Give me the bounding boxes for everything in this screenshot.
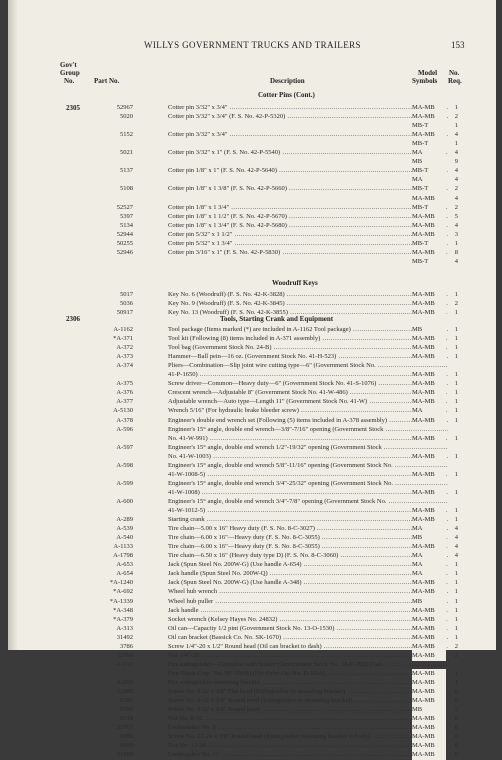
part-description: Cotter pin 1/8" x 1 3/4" ..... — [168, 203, 448, 213]
col-header-description: Description — [270, 77, 305, 85]
part-description: Jack (Spun Steel No. 200W-G) (Use handle A-348) ..... — [168, 578, 448, 588]
quantity-required: 1 — [454, 344, 458, 352]
part-description: 41-W-1012-5) ..... — [168, 506, 448, 516]
quantity-required: 2 — [454, 706, 458, 714]
quantity-required: 1 — [454, 104, 458, 111]
part-number: 31492 — [116, 633, 133, 641]
model-symbols: MA-MB — [412, 352, 446, 362]
part-description: Tool kit (Following (8) items included in A-371 assembly) ..... — [168, 334, 448, 344]
part-description: No. 41-W-991) ..... — [168, 434, 448, 444]
part-description: Oil can bracket (Bassick Co. No. SK-1670) ..... — [168, 633, 448, 643]
quantity-required: 1 — [454, 398, 458, 406]
part-description: Lockwasher No. 8 ..... — [168, 723, 448, 733]
part-description: Starting crank ..... — [168, 515, 448, 525]
part-description: Fire extinguisher mounting bracket ..... — [168, 678, 448, 688]
part-number: 52527 — [116, 203, 133, 211]
model-symbols: MB-T — [412, 239, 446, 249]
part-number: A-539 — [116, 525, 133, 533]
col-header-group-2: Group — [60, 69, 80, 77]
part-number: *A-1339 — [109, 597, 133, 605]
part-number: 5017 — [120, 291, 133, 298]
part-description: Screw 1/4"-20 x 1/2" Round head (Oil can bracket to dash) ..... — [168, 642, 448, 652]
part-number: A-599 — [116, 479, 133, 487]
model-symbols: MA-MB — [412, 732, 446, 742]
part-description: Cotter pin 1/8" x 1 1/2" (F. S. No. 42-P-5670) ..... — [168, 212, 448, 222]
model-symbols: MA-MB — [412, 624, 446, 634]
part-number: *A-692 — [113, 588, 133, 596]
model-symbols: MA-MB — [412, 714, 446, 724]
part-number: A-372 — [116, 344, 133, 352]
part-description: Wheel hub puller ..... — [168, 597, 448, 607]
part-description: Hammer—Ball pein—16 oz. (Government Stock No. 41-H-523) ..... — [168, 352, 448, 362]
model-symbols: MB — [412, 533, 446, 543]
part-description: Wheel hub wrench ..... — [168, 587, 448, 597]
model-symbols: MA-MB — [412, 741, 446, 751]
part-description: Crescent wrench—Adjustable 8" (Government Stock No. 41-W-486) ..... — [168, 388, 448, 398]
part-number: 52705 — [116, 724, 133, 732]
quantity-required: 3 — [454, 230, 458, 238]
quantity-required: 1 — [454, 309, 458, 317]
section-tools: Tools, Starting Crank and Equipment — [220, 315, 334, 323]
part-description: Socket wrench (Kelsey Hayes No. 24832) ..... — [168, 615, 448, 625]
quantity-required: 1 — [454, 470, 458, 478]
part-number: 5780 — [120, 706, 133, 714]
quantity-required: 1 — [454, 416, 458, 424]
part-number: A-373 — [116, 353, 133, 361]
quantity-required: 6 — [454, 688, 458, 695]
part-description: Tool package (Items marked (*) are included in A-1162 Tool package) ..... — [168, 325, 448, 335]
part-description: Key No. 6 (Woodruff) (F. S. No. 42-K-3828) ..... — [168, 290, 448, 300]
running-header: WILLYS GOVERNMENT TRUCKS AND TRAILERS — [144, 40, 361, 50]
model-symbols: MA-MB — [412, 687, 446, 697]
col-header-part-no: Part No. — [94, 77, 120, 85]
part-description: Nut No. 12-24 ..... — [168, 741, 448, 751]
model-symbols: MB — [412, 325, 446, 335]
part-number: *A-348 — [113, 606, 133, 614]
model-symbols: MB-T — [412, 121, 446, 131]
quantity-required: 4 — [454, 543, 458, 551]
part-number: A-289 — [116, 516, 133, 524]
col-header-group-1: Gov't — [60, 61, 77, 69]
part-description: Engineer's 15° angle, double end wrench 3/4"-25/32" opening (Government Stock No. ..... — [168, 479, 448, 489]
part-description: Jack (Spun Steel No. 200W-G) (Use handle A-654) ..... — [168, 560, 448, 570]
part-description: Cotter pin 3/32" x 3/4" ..... — [168, 130, 448, 140]
model-symbols: MA — [412, 560, 446, 570]
quantity-required: 2 — [454, 300, 458, 308]
model-symbols: MA-MB — [412, 669, 446, 679]
quantity-required: 4 — [454, 176, 458, 184]
part-description: Jack handle (Spun Steel No. 200W-Q) ..... — [168, 569, 448, 579]
model-symbols: MB-T — [412, 139, 446, 149]
part-description: Screw No. 8-32 x 3/4" Round head (Extinguisher to mounting bracket) ..... — [168, 696, 448, 706]
part-description: Engineer's 15° angle, double end wrench 3/4"-7/8" opening (Government Stock No. ..... — [168, 497, 448, 507]
part-number: A-5130 — [113, 407, 133, 415]
part-number: A-1133 — [113, 543, 133, 551]
part-number: 52700 — [116, 651, 133, 659]
model-symbols: MB — [412, 597, 446, 607]
part-number: 5134 — [120, 221, 133, 229]
part-number: A-597 — [116, 443, 133, 451]
quantity-required: 1 — [454, 122, 458, 130]
model-symbols: MA — [412, 148, 446, 158]
part-description: Tool bag (Government Stock No. 24-B) ..... — [168, 343, 448, 353]
part-description: Cotter pin 5/32" x 1 1/2" ..... — [168, 230, 448, 240]
col-header-model-2: Symbols — [412, 77, 438, 85]
model-symbols: MA — [412, 406, 446, 416]
part-description: Adjustable wrench—Auto type—Length 11" (Government Stock No. 41-W) ..... — [168, 397, 448, 407]
part-description: 41-W-1008) ..... — [168, 488, 448, 498]
part-description: Cotter pin 3/32" x 1" (F. S. No. 42-P-5540) ..... — [168, 148, 448, 158]
part-description: Tire chain—6.00 x 16"—Heavy duty (F. S. No. 8-C-3055) ..... — [168, 533, 448, 543]
part-description: Screw No. 12-24 x 3/8" Round head (Extinguisher mounting bracket to body) ..... — [168, 732, 448, 742]
model-symbols: MA — [412, 524, 446, 534]
part-number: A-654 — [116, 570, 133, 578]
quantity-required: 8 — [454, 248, 458, 256]
part-description: Engineer's 15° angle, double end wrench 5/8"-11/16" opening (Government Stock No. ..... — [168, 461, 448, 471]
quantity-required: 1 — [454, 434, 458, 442]
quantity-required: 1 — [454, 561, 458, 569]
part-number: 6989 — [120, 742, 133, 750]
model-symbols: MA-MB — [412, 506, 446, 516]
quantity-required: 1 — [454, 407, 458, 415]
model-symbols: MA-MB — [412, 388, 446, 398]
col-header-req-1: No. — [449, 69, 460, 77]
part-description: Nut No. 8-32 ..... — [168, 714, 448, 724]
quantity-required: 4 — [454, 194, 458, 202]
model-symbols: MA-MB — [412, 642, 446, 652]
model-symbols: MA-MB — [412, 103, 446, 113]
part-number: 52944 — [116, 230, 133, 238]
col-header-model-1: Model — [418, 69, 438, 77]
section-cotter-pins: Cotter Pins (Cont.) — [258, 91, 315, 99]
part-number: 5152 — [120, 131, 133, 139]
part-number: 51909 — [116, 751, 133, 759]
part-description: Key No. 9 (Woodruff) (F. S. No. 42-K-3845) ..... — [168, 299, 448, 309]
quantity-required: 4 — [454, 257, 458, 265]
model-symbols: MA-MB — [412, 130, 446, 140]
model-symbols: MA-MB — [412, 221, 446, 231]
quantity-required: 1 — [454, 624, 458, 632]
section-woodruff-keys: Woodruff Keys — [272, 279, 318, 287]
part-number: A-653 — [116, 561, 133, 569]
model-symbols: MA-MB — [412, 750, 446, 760]
model-symbols: MB-T — [412, 184, 446, 194]
part-description: Cotter pin 1/8" x 1 3/8" (F. S. No. 42-P-5660) ..... — [168, 184, 448, 194]
part-number: *A-371 — [113, 335, 133, 343]
part-number: A-596 — [116, 425, 133, 433]
quantity-required: 2 — [454, 185, 458, 193]
part-number: *A-1240 — [109, 579, 133, 587]
part-number: 6886 — [120, 733, 133, 741]
model-symbols: MA — [412, 175, 446, 185]
model-symbols: MA-MB — [412, 212, 446, 222]
model-symbols: MA — [412, 569, 446, 579]
part-description: Oil can—Capacity 1/2 pint (Government Stock No. 13-O-1530) ..... — [168, 624, 448, 634]
part-number: A-377 — [116, 398, 133, 406]
table-row — [8, 750, 496, 760]
model-symbols: MA-MB — [412, 299, 446, 309]
part-number: 3786 — [120, 642, 133, 650]
model-symbols: MA-MB — [412, 290, 446, 300]
quantity-required: 5 — [454, 212, 458, 220]
model-symbols: MA-MB — [412, 633, 446, 643]
model-symbols: MA — [412, 551, 446, 561]
part-description: Cotter pin 5/32" x 1 3/4" ..... — [168, 239, 448, 249]
part-number: *A-379 — [113, 615, 133, 623]
quantity-required: 1 — [454, 588, 458, 596]
model-symbols: MA-MB — [412, 470, 446, 480]
quantity-required: 1 — [454, 678, 458, 686]
quantity-required: 6 — [454, 751, 458, 759]
quantity-required: 1 — [454, 371, 458, 379]
quantity-required: 1 — [454, 353, 458, 361]
model-symbols: MA-MB — [412, 194, 446, 204]
part-number: 6214 — [120, 715, 133, 723]
page-number: 153 — [451, 40, 465, 50]
part-description: Screw No. 8-32 x 3/4" Round head ..... — [168, 705, 448, 715]
part-number: 5108 — [120, 185, 133, 193]
part-description: 41-W-1008-5) ..... — [168, 470, 448, 480]
part-number: 52489 — [116, 688, 133, 695]
quantity-required: 2 — [454, 642, 458, 650]
part-number: A-1162 — [113, 326, 133, 333]
model-symbols: MA-MB — [412, 334, 446, 344]
quantity-required: 1 — [454, 239, 458, 247]
part-number: 52967 — [116, 104, 133, 111]
part-number: 5020 — [120, 113, 133, 121]
model-symbols: MA-MB — [412, 696, 446, 706]
part-number: A-374 — [116, 362, 133, 370]
model-symbols: MA-MB — [412, 308, 446, 318]
part-number: 5137 — [120, 167, 133, 175]
model-symbols: MA-MB — [412, 416, 446, 426]
model-symbols: MA-MB — [412, 651, 446, 661]
part-description: Tire chain—6.50 x 16" (Heavy duty type D) (F. S. No. 8-C-3060) ..... — [168, 551, 448, 561]
model-symbols: MA-MB — [412, 488, 446, 498]
model-symbols: MA-MB — [412, 397, 446, 407]
quantity-required: 1 — [454, 326, 458, 333]
model-symbols: MA-MB — [412, 434, 446, 444]
quantity-required: 1 — [454, 291, 458, 298]
model-symbols: MB-T — [412, 257, 446, 267]
part-number: 5036 — [120, 300, 133, 308]
model-symbols: MA-MB — [412, 370, 446, 380]
part-number: A-376 — [116, 389, 133, 397]
quantity-required: 1 — [454, 570, 458, 578]
model-symbols: MA-MB — [412, 515, 446, 525]
part-description: Jack handle ..... — [168, 606, 448, 616]
table-row — [8, 308, 496, 318]
part-description: Nut 1/4"-20 ..... — [168, 651, 448, 661]
quantity-required: 1 — [454, 335, 458, 343]
part-description: Key No. 13 (Woodruff) (F. S. No. 42-K-3855) ..... — [168, 308, 448, 318]
part-number: 50917 — [116, 309, 133, 317]
model-symbols: MB — [412, 705, 446, 715]
part-description: Screw driver—Common—Heavy duty—6" (Government Stock No. 41-S-1076) ..... — [168, 379, 448, 389]
quantity-required: 4 — [454, 534, 458, 542]
model-symbols: MA-MB — [412, 615, 446, 625]
part-number: A-616 — [116, 660, 133, 668]
part-number: A-378 — [116, 416, 133, 424]
quantity-required: 2 — [454, 113, 458, 121]
quantity-required: 2 — [454, 203, 458, 211]
part-description: No. 41-W-1003) ..... — [168, 452, 448, 462]
part-description: Pliers—Combination—Slip joint wire cutting type—6" (Government Stock No. ..... — [168, 361, 448, 371]
part-description: Lockwasher No. 12 ..... — [168, 750, 448, 760]
model-symbols: MA-MB — [412, 452, 446, 462]
quantity-required: 4 — [454, 149, 458, 157]
col-header-group-3: No. — [64, 77, 75, 85]
quantity-required: 1 — [454, 633, 458, 641]
part-number: A-1798 — [113, 552, 133, 560]
part-number: A-693 — [116, 678, 133, 686]
model-symbols: MA-MB — [412, 112, 446, 122]
part-number: A-540 — [116, 534, 133, 542]
part-description: Cotter pin 1/8" x 1 3/4" (F. S. No. 42-P-5680) ..... — [168, 221, 448, 231]
quantity-required: 1 — [454, 389, 458, 397]
quantity-required: 1 — [454, 669, 458, 677]
part-description: Fire-Track Corp. No. BF-100B) (Fyr-Fyter Co. No. D-10-A) ..... — [168, 669, 448, 679]
model-symbols: MA-MB — [412, 606, 446, 616]
quantity-required: 4 — [454, 131, 458, 139]
model-symbols: MA-MB — [412, 723, 446, 733]
quantity-required: 1 — [454, 488, 458, 496]
part-description: Cotter pin 3/16" x 1" (F. S. No. 42-P-5830) ..... — [168, 248, 448, 258]
model-symbols: MA-MB — [412, 542, 446, 552]
model-symbols: MB — [412, 157, 446, 167]
model-symbols: MA-MB — [412, 678, 446, 688]
part-description: Tire chain—6.00 x 16"—Heavy duty (F. S. No. 8-C-3055) ..... — [168, 542, 448, 552]
part-description: Cotter pin 1/8" x 1" (F. S. No. 42-P-5640) ..... — [168, 166, 448, 176]
quantity-required: 1 — [454, 579, 458, 587]
model-symbols: MA-MB — [412, 578, 446, 588]
group-number-2306: 2306 — [66, 315, 80, 323]
model-symbols: MA-MB — [412, 343, 446, 353]
quantity-required: 6 — [454, 733, 458, 741]
part-description: Fire extinguisher—Complete with holder (Government Stock No. 58-E-202) (Gen. ..... — [168, 660, 448, 670]
part-number: 6287 — [120, 697, 133, 705]
quantity-required: 4 — [454, 525, 458, 533]
part-number: A-375 — [116, 380, 133, 388]
quantity-required: 2 — [454, 651, 458, 659]
quantity-required: 4 — [454, 552, 458, 560]
part-number: 5397 — [120, 212, 133, 220]
part-description: Wrench 5/16" (For hydraulic brake bleeder screw) ..... — [168, 406, 448, 416]
quantity-required: 6 — [454, 697, 458, 705]
model-symbols: MB-T — [412, 203, 446, 213]
quantity-required: 1 — [454, 452, 458, 460]
model-symbols: MB-T — [412, 166, 446, 176]
part-description: Tire chain—5.00 x 16" Heavy duty (F. S. No. 8-C-3027) ..... — [168, 524, 448, 534]
quantity-required: 4 — [454, 221, 458, 229]
group-number-2305: 2305 — [66, 104, 80, 112]
quantity-required: 4 — [454, 167, 458, 175]
quantity-required: 6 — [454, 724, 458, 732]
catalog-page — [8, 0, 496, 759]
part-number: A-313 — [116, 624, 133, 632]
part-description: Engineer's 15° angle, double end wrench—3/8"-7/16" opening (Government Stock ..... — [168, 425, 448, 435]
quantity-required: 6 — [454, 742, 458, 750]
part-number: 5021 — [120, 149, 133, 157]
part-description: Engineer's 15° angle, double end wrench 1/2"-19/32" opening (Government Stock ..... — [168, 443, 448, 453]
quantity-required: 1 — [454, 606, 458, 614]
model-symbols: MA-MB — [412, 587, 446, 597]
model-symbols: MA-MB — [412, 248, 446, 258]
model-symbols: MA-MB — [412, 379, 446, 389]
part-description: Engineer's double end wrench set (Following (5) items included in A-378 assembly) ..... — [168, 416, 448, 426]
part-description: Cotter pin 3/32" x 3/4" (F. S. No. 42-P-5320) ..... — [168, 112, 448, 122]
quantity-required: 1 — [454, 615, 458, 623]
quantity-required: 1 — [454, 380, 458, 388]
quantity-required: 1 — [454, 516, 458, 524]
part-description: Screw No. 8-32 x 3/8" Flat head (Extinguisher to mounting bracket) ..... — [168, 687, 448, 697]
part-description: 41-P-1650) ..... — [168, 370, 448, 380]
part-number: 50255 — [116, 239, 133, 247]
model-symbols: MA-MB — [412, 230, 446, 240]
quantity-required: 1 — [454, 507, 458, 514]
table-row — [8, 257, 496, 267]
quantity-required: 9 — [454, 158, 458, 166]
part-number: A-598 — [116, 461, 133, 469]
quantity-required: 1 — [454, 140, 458, 148]
part-number: 52946 — [116, 248, 133, 256]
col-header-req-2: Req. — [448, 77, 462, 85]
quantity-required: 6 — [454, 715, 458, 723]
part-description: Cotter pin 3/32" x 3/4" ..... — [168, 103, 448, 113]
part-number: A-600 — [116, 497, 133, 505]
quantity-required: 1 — [454, 597, 458, 605]
